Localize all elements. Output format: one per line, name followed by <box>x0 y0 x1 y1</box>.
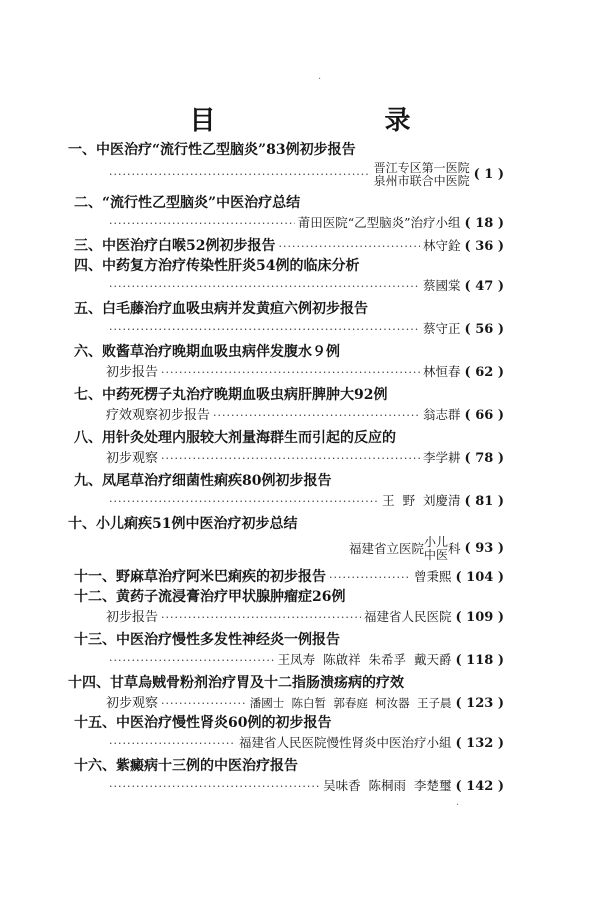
toc-entry <box>74 713 504 753</box>
dot-leader <box>161 363 420 383</box>
entry-number: 二、 <box>74 195 102 211</box>
entry-author: 莆田医院“乙型脑炎”治疗小组 <box>297 215 461 230</box>
entry-author: 王 野 刘慶清 <box>382 493 461 508</box>
entry-number: 四、 <box>74 258 102 274</box>
entry-title: 中医治疗“流行性乙型脑炎”83例初步报告 <box>96 142 356 158</box>
entry-number: 十二、 <box>74 589 116 605</box>
dot-leader <box>161 694 247 714</box>
toc-entry: 十、 小儿痢疾51例中医治疗初步总结 福建省立医院 小儿 中医 科 ( 93 ) <box>68 516 504 562</box>
entry-page-number: ( 36 ) <box>464 239 504 254</box>
entry-number: 一、 <box>68 142 96 158</box>
entry-number: 七、 <box>74 387 102 403</box>
entry-page-number: ( 78 ) <box>464 451 504 466</box>
entry-number: 十六、 <box>74 758 116 774</box>
entry-author: 李学耕 <box>423 450 461 465</box>
entry-title: 败酱草治疗晚期血吸虫病伴发腹水９例 <box>102 344 340 360</box>
entry-author: 林恒春 <box>423 364 461 379</box>
entry-title-continued: 初步观察 <box>106 451 159 466</box>
entry-author: 潘國士 陈白暂 郭春庭 柯汝器 王子晨 <box>249 696 452 710</box>
dot-leader <box>109 734 236 754</box>
entry-title: “流行性乙型脑炎”中医治疗总结 <box>102 195 301 211</box>
entry-page-number: ( 104 ) <box>455 570 504 585</box>
dot-leader <box>329 568 411 588</box>
entry-author: 晋江专区第一医院 泉州市联合中医院 <box>373 161 470 188</box>
entry-author: 福建省人民医院 <box>363 609 452 624</box>
entry-page-number: ( 18 ) <box>464 216 504 231</box>
dot-leader <box>109 492 379 512</box>
entry-number: 十五、 <box>74 715 116 731</box>
entry-number: 九、 <box>74 473 102 489</box>
entry-title-continued: 初步报告 <box>106 610 159 625</box>
toc-entry <box>74 471 504 511</box>
print-speck: · <box>456 800 460 811</box>
entry-title-continued: 疗效观察初步报告 <box>106 408 211 423</box>
entry-number: 十三、 <box>74 632 116 648</box>
entry-author: 蔡守正 <box>423 321 461 336</box>
entry-title: 中医治疗慢性多发性神经炎一例报告 <box>116 632 340 648</box>
entry-title: 甘草烏贼骨粉剂治疗胃及十二指肠溃疡病的疗效 <box>110 675 404 691</box>
entry-title: 中医治疗白喉52例初步报告 <box>102 238 276 254</box>
dot-leader <box>161 449 420 469</box>
entry-page-number: ( 142 ) <box>455 779 504 794</box>
entry-page-number: ( 93 ) <box>464 541 504 556</box>
toc-entry <box>74 630 504 670</box>
entry-title: 黄药子流浸膏治疗甲状腺肿瘤症26例 <box>116 589 346 605</box>
entry-page-number: ( 109 ) <box>455 610 504 625</box>
toc-entry <box>74 193 504 233</box>
entry-title: 凤尾草治疗细菌性痢疾80例初步报告 <box>102 473 332 489</box>
entry-page-number: ( 123 ) <box>455 696 504 711</box>
toc-entry <box>68 140 504 190</box>
entry-page-number: ( 81 ) <box>464 494 504 509</box>
page-title: 目 录 <box>189 106 491 136</box>
dot-leader <box>109 320 420 340</box>
dot-leader <box>109 777 320 797</box>
toc-entry <box>74 567 504 587</box>
entry-number: 三、 <box>74 238 102 254</box>
entry-author: 福建省人民医院慢性肾炎中医治疗小組 <box>238 735 452 750</box>
entry-author: 曾秉熙 <box>413 569 452 584</box>
entry-page-number: ( 62 ) <box>464 365 504 380</box>
dot-leader <box>109 651 275 671</box>
toc-entry <box>74 299 504 339</box>
toc-entry <box>74 342 504 382</box>
toc-entry <box>74 256 504 296</box>
entry-number: 六、 <box>74 344 102 360</box>
dot-leader <box>109 277 420 297</box>
entry-author: 王凤寿 陈啟祥 朱希孚 戴天爵 <box>277 652 452 667</box>
entry-page-number: ( 56 ) <box>464 322 504 337</box>
entry-page-number: ( 66 ) <box>464 408 504 423</box>
toc-entry <box>74 385 504 425</box>
entry-title: 白毛藤治疗血吸虫病并发黄疸六例初步报告 <box>102 301 368 317</box>
entry-page-number: ( 118 ) <box>455 653 504 668</box>
entry-number: 十四、 <box>68 675 110 691</box>
dot-leader <box>109 160 371 190</box>
entry-page-number: ( 1 ) <box>473 167 504 182</box>
entry-number: 十、 <box>68 516 96 532</box>
toc-entry <box>68 673 504 713</box>
print-speck: · <box>318 74 322 85</box>
dot-leader <box>109 214 295 234</box>
entry-number: 八、 <box>74 430 102 446</box>
entry-page-number: ( 132 ) <box>455 736 504 751</box>
entry-number: 五、 <box>74 301 102 317</box>
toc-entry <box>74 428 504 468</box>
table-of-contents <box>68 140 504 796</box>
entry-author: 福建省立医院 <box>349 541 425 556</box>
entry-page-number: ( 47 ) <box>464 279 504 294</box>
entry-title: 中药复方治疗传染性肝炎54例的临床分析 <box>102 258 360 274</box>
entry-title: 紫癜病十三例的中医治疗报告 <box>116 758 298 774</box>
entry-title: 小儿痢疾51例中医治疗初步总结 <box>96 516 298 532</box>
toc-entry <box>74 587 504 627</box>
entry-title-continued: 初步观察 <box>106 696 159 711</box>
entry-author: 蔡國棠 <box>423 278 461 293</box>
toc-entry <box>74 236 504 256</box>
dot-leader <box>161 608 361 628</box>
entry-author: 林守銓 <box>423 238 461 253</box>
toc-entry <box>74 756 504 796</box>
entry-title: 野麻草治疗阿米巴痢疾的初步报告 <box>116 569 326 585</box>
dot-leader <box>278 237 420 257</box>
dot-leader <box>213 406 420 426</box>
entry-title: 中药死楞子丸治疗晚期血吸虫病肝脾肿大92例 <box>102 387 388 403</box>
entry-author: 翁志群 <box>423 407 461 422</box>
entry-author: 吴味香 陈桐雨 李楚璽 <box>323 778 452 793</box>
entry-title: 中医治疗慢性肾炎60例的初步报告 <box>116 715 332 731</box>
entry-number: 十一、 <box>74 569 116 585</box>
entry-author-department: 小儿 中医 <box>424 535 449 562</box>
entry-title: 用针灸处理内服较大剂量海群生而引起的反应的 <box>102 430 396 446</box>
entry-title-continued: 初步报告 <box>106 365 159 380</box>
